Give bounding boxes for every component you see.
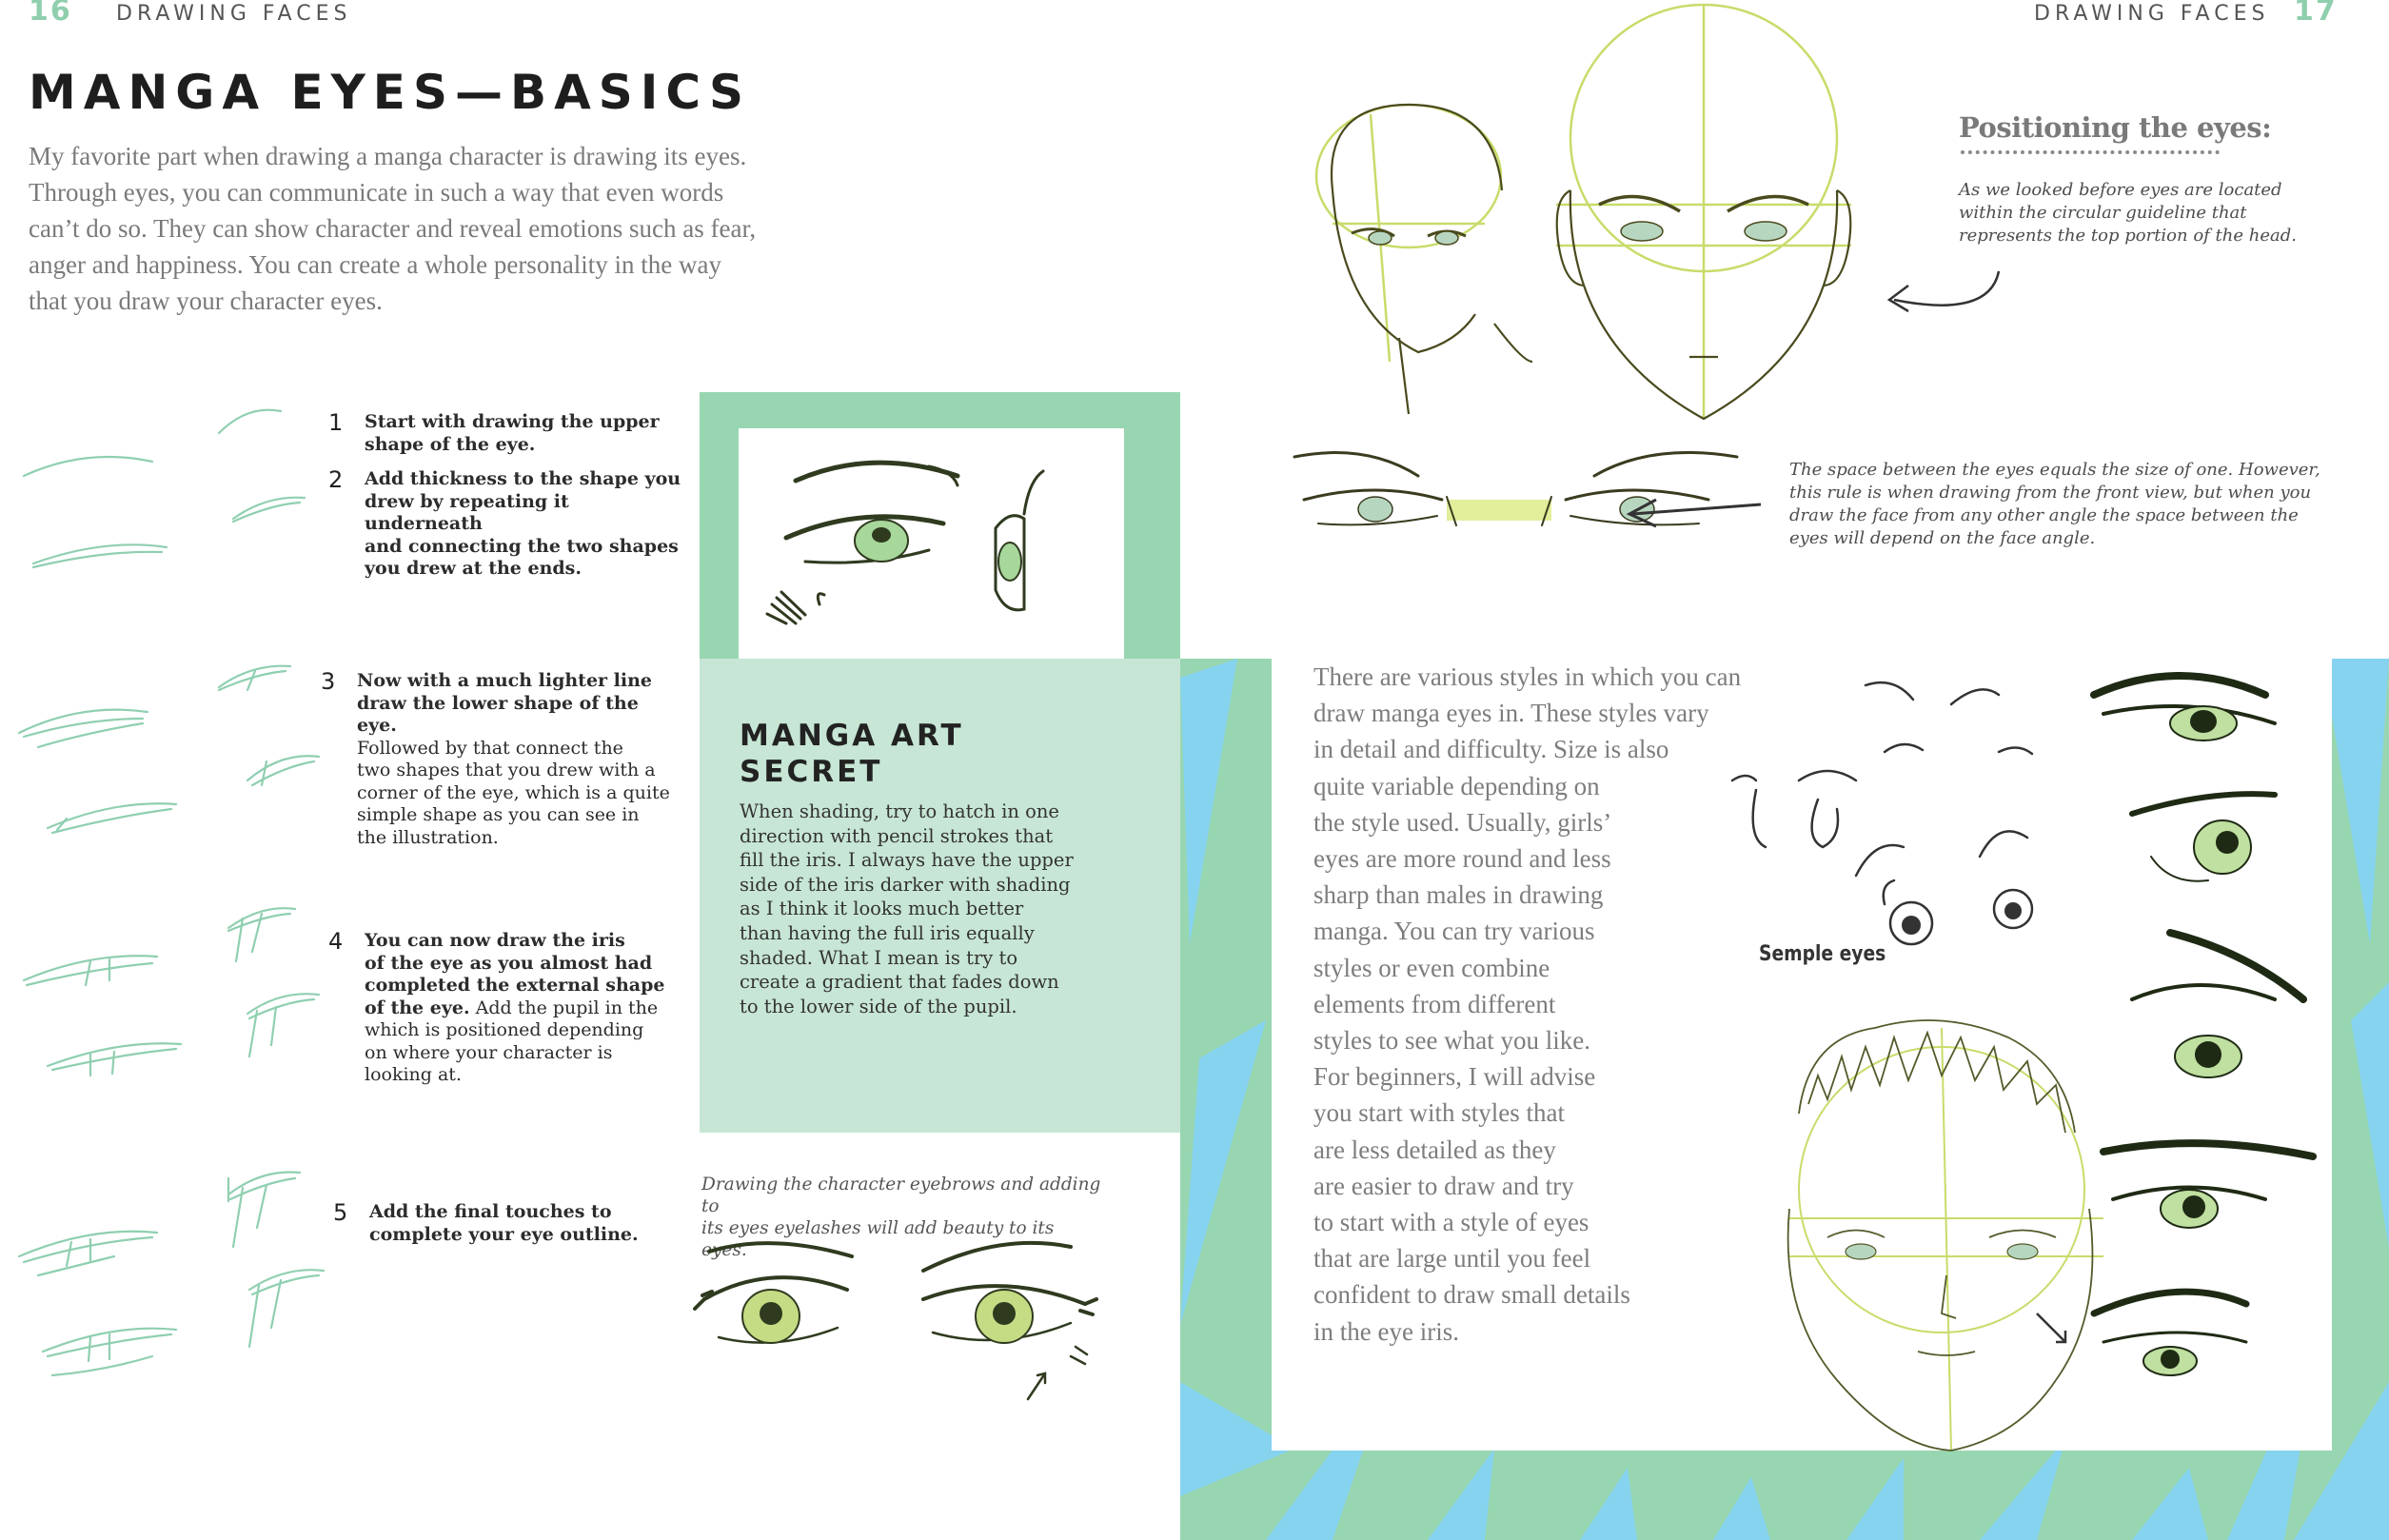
manga-art-secret-box [700,659,1180,1133]
running-head-left: DRAWING FACES [116,2,352,26]
left-arrow-icon [1618,495,1770,533]
front-face-illustration [1751,999,2151,1451]
page-title: MANGA EYES—BASICS [29,65,752,120]
step-2-number: 2 [328,466,344,493]
secret-text: When shading, try to hatch in one direction with pencil strokes that fill the iris. I always have the upper side of the iris darker with shading as I think it looks much better than having the full iris equally shaded. What I mean is try to create a gradient that fades down to the lower side of the pupil. [740,800,1074,1017]
step-3-number: 3 [321,668,336,695]
curved-arrow-icon [1866,262,2008,338]
sample-eyes-illustration [1713,666,2084,980]
eye-illustration-panel [739,428,1124,659]
page-number-left: 16 [29,0,72,28]
step-sketches [0,0,343,1540]
step-5-number: 5 [333,1199,348,1226]
step-1-number: 1 [328,409,344,436]
eyelash-caption: Drawing the character eyebrows and adding to its eyes eyelashes will add beauty to its eyes. [701,1175,1101,1260]
running-head-right: DRAWING FACES [2034,2,2270,26]
shaded-eye-illustration [739,428,1124,659]
page-number-right: 17 [2294,0,2338,28]
eyelash-eyes-illustration [695,1233,1114,1423]
step-4-number: 4 [328,928,344,955]
eye-styles-paragraph: There are various styles in which you can draw manga eyes in. These styles vary in detail and difficulty. Size is also quite variable depending on the style used. Usually, girls’ eyes are more round and less sharp than males in drawing manga. You can try various styles or even combine elements from different styles to see what you like. For beginners, I will advise you start with styles that are less detailed as they are easier to draw and try to start with a style of eyes that are large until you feel confident to draw small details in the eye iris. [1313,662,1742,1346]
positioning-title: Positioning the eyes: [1959,111,2272,144]
secret-title: MANGA ART SECRET [740,719,964,789]
positioning-title-underline [1961,150,2220,154]
eye-spacing-note: The space between the eyes equals the size of one. However, this rule is when drawing from the front view, but when you draw the face from any other angle the space between the eyes will depend on the face angle. [1789,460,2320,548]
head-guideline-illustration [1313,0,1885,438]
intro-paragraph: My favorite part when drawing a manga character is drawing its eyes. Through eyes, you can communicate in such a way that even words can’t do so. They can show character and reveal emotions such as fear, anger and happiness. You can create a whole personality in the way that you draw your character eyes. [29,142,757,315]
sample-eyes-label: Semple eyes [1759,942,1886,966]
positioning-text: As we looked before eyes are located within the circular guideline that represents the top portion of the head. [1959,180,2297,246]
